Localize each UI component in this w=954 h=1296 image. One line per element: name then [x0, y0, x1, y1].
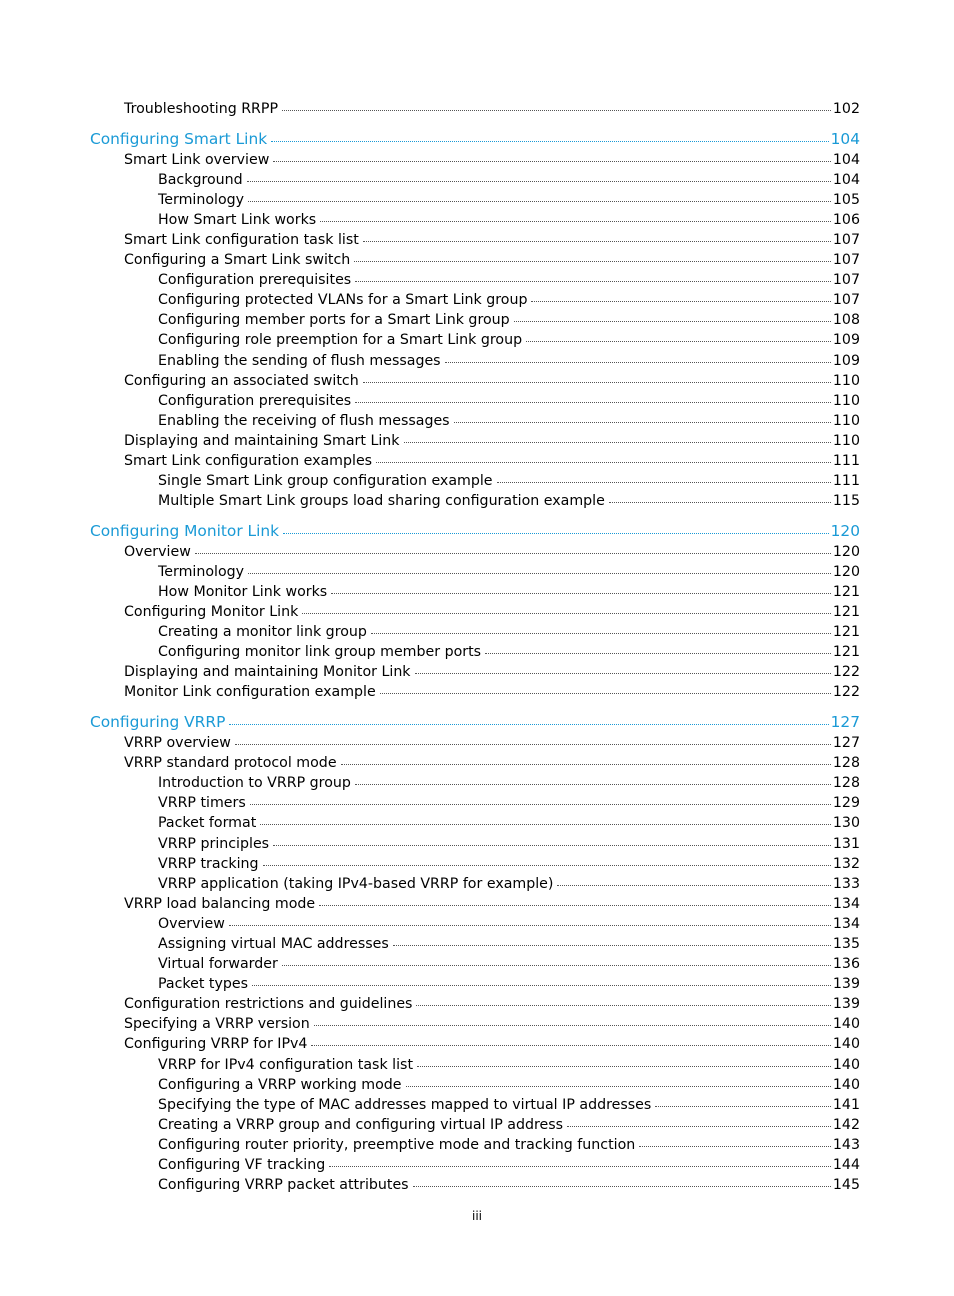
toc-entry[interactable] — [0, 854, 954, 874]
dot-leader — [514, 309, 831, 322]
dot-leader — [314, 1013, 831, 1026]
toc-entry[interactable] — [0, 290, 954, 310]
toc-entry-page: 108 — [832, 312, 860, 329]
dot-leader — [567, 1114, 831, 1127]
toc-entry-title: Creating a monitor link group — [158, 622, 369, 642]
toc-entry-title: Assigning virtual MAC addresses — [158, 934, 391, 954]
toc-entry-page: 107 — [832, 231, 860, 248]
dot-leader — [271, 129, 828, 142]
dot-leader — [413, 1174, 831, 1187]
toc-entry-page: 110 — [832, 432, 860, 449]
dot-leader — [417, 1054, 831, 1067]
toc-entry-title: Configuration prerequisites — [158, 391, 353, 411]
toc-entry-title: Configuring router priority, preemptive mode and tracking function — [158, 1135, 637, 1155]
toc-entry[interactable] — [0, 451, 954, 471]
dot-leader — [302, 601, 831, 614]
toc-entry-title: Terminology — [158, 562, 246, 582]
toc-entry-title: Specifying the type of MAC addresses mapped to virtual IP addresses — [158, 1095, 653, 1115]
toc-entry[interactable] — [0, 391, 954, 411]
dot-leader — [282, 953, 831, 966]
toc-entry-page: 104 — [832, 151, 860, 168]
toc-entry-page: 131 — [832, 835, 860, 852]
toc-entry[interactable] — [0, 834, 954, 854]
toc-entry[interactable] — [0, 1135, 954, 1155]
page-number: iii — [471, 1209, 482, 1223]
toc-entry-page: 144 — [832, 1157, 860, 1173]
toc-entry-title: VRRP standard protocol mode — [124, 753, 339, 773]
toc-entry[interactable] — [0, 190, 954, 210]
toc-entry-title: Displaying and maintaining Monitor Link — [124, 662, 413, 682]
toc-entry[interactable] — [0, 813, 954, 833]
toc-entry-page: 134 — [832, 895, 860, 912]
toc-entry[interactable] — [0, 1075, 954, 1095]
toc-entry[interactable] — [0, 682, 954, 702]
toc-entry-title: Packet types — [158, 974, 250, 994]
toc-chapter-entry[interactable] — [0, 712, 954, 733]
toc-entry[interactable] — [0, 1014, 954, 1034]
dot-leader — [557, 873, 830, 886]
toc-entry[interactable] — [0, 170, 954, 190]
toc-entry-page: 143 — [832, 1136, 860, 1153]
toc-entry-title: VRRP tracking — [158, 854, 261, 874]
toc-entry-page: 120 — [830, 521, 860, 540]
toc-entry-title: Smart Link configuration examples — [124, 451, 374, 471]
toc-entry-page: 134 — [832, 915, 860, 932]
toc-entry[interactable] — [0, 1175, 954, 1195]
toc-entry-title: Configuring VRRP — [90, 713, 226, 732]
toc-entry[interactable] — [0, 210, 954, 230]
toc-entry-title: Enabling the receiving of flush messages — [158, 411, 452, 431]
toc-entry-page: 107 — [832, 272, 860, 289]
toc-entry-title: Smart Link configuration task list — [124, 230, 361, 250]
toc-entry-title: Multiple Smart Link groups load sharing configuration example — [158, 491, 607, 511]
toc-entry-page: 142 — [832, 1116, 860, 1133]
toc-entry-page: 136 — [832, 956, 860, 973]
toc-entry-page: 106 — [832, 211, 860, 228]
toc-entry[interactable] — [0, 954, 954, 974]
toc-entry-page: 104 — [830, 129, 860, 148]
dot-leader — [195, 541, 831, 554]
toc-entry[interactable] — [0, 602, 954, 622]
toc-entry-title: Specifying a VRRP version — [124, 1014, 312, 1034]
dot-leader — [354, 249, 831, 262]
toc-entry-title: Overview — [158, 914, 227, 934]
toc-entry[interactable] — [0, 793, 954, 813]
toc-entry-page: 132 — [832, 855, 860, 872]
toc-entry-title: Introduction to VRRP group — [158, 773, 353, 793]
toc-entry-title: Configuring an associated switch — [124, 371, 361, 391]
toc-entry[interactable] — [0, 582, 954, 602]
toc-entry[interactable] — [0, 1155, 954, 1175]
toc-entry[interactable] — [0, 542, 954, 562]
toc-entry-page: 110 — [832, 372, 860, 389]
toc-entry-title: How Monitor Link works — [158, 582, 329, 602]
dot-leader — [393, 933, 831, 946]
dot-leader — [363, 229, 831, 242]
toc-entry-page: 115 — [832, 493, 860, 510]
toc-entry-title: Configuring member ports for a Smart Link group — [158, 310, 512, 330]
toc-entry[interactable] — [0, 773, 954, 793]
toc-entry[interactable] — [0, 150, 954, 170]
toc-entry-title: Single Smart Link group configuration example — [158, 471, 495, 491]
toc-entry-page: 121 — [832, 624, 860, 641]
toc-entry-title: Terminology — [158, 190, 246, 210]
toc-entry-title: Configuring protected VLANs for a Smart Link group — [158, 290, 529, 310]
toc-entry-title: VRRP load balancing mode — [124, 894, 317, 914]
dot-leader — [485, 641, 831, 654]
toc-entry-page: 105 — [832, 191, 860, 208]
dot-leader — [639, 1134, 831, 1147]
toc-entry-page: 130 — [832, 815, 860, 832]
toc-entry-page: 121 — [832, 583, 860, 600]
toc-entry[interactable] — [0, 411, 954, 431]
dot-leader — [406, 1074, 831, 1087]
toc-entry-page: 141 — [832, 1096, 860, 1113]
toc-entry-title: Monitor Link configuration example — [124, 682, 378, 702]
dot-leader — [260, 812, 831, 825]
dot-leader — [655, 1094, 831, 1107]
toc-entry-page: 120 — [832, 543, 860, 560]
toc-entry-page: 110 — [832, 412, 860, 429]
toc-entry-page: 127 — [830, 713, 860, 732]
toc-entry[interactable] — [0, 753, 954, 773]
toc-entry-page: 129 — [832, 795, 860, 812]
toc-entry[interactable] — [0, 250, 954, 270]
dot-leader — [263, 853, 831, 866]
dot-leader — [252, 973, 831, 986]
toc-entry-title: VRRP overview — [124, 733, 233, 753]
toc-entry[interactable] — [0, 230, 954, 250]
toc-entry-page: 140 — [832, 1056, 860, 1073]
toc-entry[interactable] — [0, 894, 954, 914]
dot-leader — [445, 350, 831, 363]
dot-leader — [282, 98, 831, 111]
toc-entry-page: 140 — [832, 1016, 860, 1033]
dot-leader — [247, 169, 831, 182]
dot-leader — [454, 410, 831, 423]
toc-entry-page: 109 — [832, 332, 860, 349]
dot-leader — [355, 390, 831, 403]
toc-entry-title: Configuring Monitor Link — [124, 602, 300, 622]
toc-entry-page: 128 — [832, 755, 860, 772]
toc-entry-page: 107 — [832, 252, 860, 269]
toc-entry[interactable] — [0, 642, 954, 662]
toc-entry-title: Overview — [124, 542, 193, 562]
toc-entry-title: Smart Link overview — [124, 150, 271, 170]
toc-entry-page: 111 — [832, 473, 860, 490]
dot-leader — [341, 752, 831, 765]
toc-entry[interactable] — [0, 934, 954, 954]
dot-leader — [273, 833, 831, 846]
toc-entry[interactable] — [0, 914, 954, 934]
dot-leader — [248, 561, 831, 574]
table-of-contents — [0, 99, 954, 1195]
toc-entry-title: Creating a VRRP group and configuring virtual IP address — [158, 1115, 565, 1135]
toc-entry-page: 122 — [832, 664, 860, 681]
toc-entry-page: 102 — [832, 101, 860, 117]
dot-leader — [415, 661, 831, 674]
toc-entry-title: How Smart Link works — [158, 210, 318, 230]
dot-leader — [331, 581, 831, 594]
dot-leader — [283, 521, 829, 534]
toc-entry-title: Configuring Monitor Link — [90, 521, 280, 540]
dot-leader — [235, 732, 831, 745]
toc-entry-page: 107 — [832, 292, 860, 309]
toc-entry-page: 140 — [832, 1076, 860, 1093]
toc-entry[interactable] — [0, 622, 954, 642]
toc-entry-title: Configuring monitor link group member ports — [158, 642, 483, 662]
toc-entry-title: Configuration prerequisites — [158, 270, 353, 290]
toc-entry-title: VRRP application (taking IPv4-based VRRP for example) — [158, 874, 555, 894]
toc-entry-title: VRRP for IPv4 configuration task list — [158, 1055, 415, 1075]
toc-entry[interactable] — [0, 270, 954, 290]
toc-entry-title: Configuring VRRP packet attributes — [158, 1175, 411, 1195]
toc-entry[interactable] — [0, 974, 954, 994]
toc-entry-page: 139 — [832, 996, 860, 1013]
dot-leader — [355, 269, 831, 282]
toc-entry[interactable] — [0, 351, 954, 371]
dot-leader — [250, 792, 831, 805]
toc-entry-title: Configuring VF tracking — [158, 1155, 327, 1175]
dot-leader — [248, 189, 831, 202]
toc-entry-page: 121 — [832, 644, 860, 661]
dot-leader — [363, 370, 831, 383]
toc-entry-page: 133 — [832, 875, 860, 892]
dot-leader — [229, 712, 828, 725]
toc-entry[interactable] — [0, 994, 954, 1014]
toc-entry[interactable] — [0, 1055, 954, 1075]
toc-entry-page: 145 — [832, 1177, 860, 1194]
dot-leader — [404, 430, 831, 443]
toc-entry[interactable] — [0, 99, 954, 119]
toc-entry-title: Packet format — [158, 813, 258, 833]
dot-leader — [416, 993, 830, 1006]
dot-leader — [376, 450, 831, 463]
toc-entry[interactable] — [0, 662, 954, 682]
toc-entry-title: VRRP timers — [158, 793, 248, 813]
toc-entry[interactable] — [0, 471, 954, 491]
toc-entry-page: 139 — [832, 976, 860, 993]
toc-chapter-entry[interactable] — [0, 129, 954, 150]
toc-entry-title: Configuring a Smart Link switch — [124, 250, 352, 270]
dot-leader — [526, 329, 831, 342]
toc-entry-title: Configuring Smart Link — [90, 129, 268, 148]
dot-leader — [319, 893, 831, 906]
toc-chapter-entry[interactable] — [0, 521, 954, 542]
dot-leader — [609, 490, 831, 503]
dot-leader — [229, 913, 831, 926]
toc-entry-page: 128 — [832, 775, 860, 792]
toc-entry[interactable] — [0, 371, 954, 391]
toc-entry[interactable] — [0, 1034, 954, 1054]
toc-entry[interactable] — [0, 1095, 954, 1115]
dot-leader — [273, 149, 831, 162]
dot-leader — [531, 289, 830, 302]
toc-entry-page: 121 — [832, 604, 860, 621]
toc-entry-title: Configuration restrictions and guidelines — [124, 994, 414, 1014]
toc-entry[interactable] — [0, 310, 954, 330]
toc-entry-title: VRRP principles — [158, 834, 271, 854]
toc-entry[interactable] — [0, 1115, 954, 1135]
toc-entry-title: Configuring a VRRP working mode — [158, 1075, 404, 1095]
toc-entry-page: 135 — [832, 935, 860, 952]
dot-leader — [497, 470, 831, 483]
toc-entry-title: Troubleshooting RRPP — [124, 99, 280, 119]
toc-entry-page: 109 — [832, 352, 860, 369]
dot-leader — [320, 209, 831, 222]
toc-entry-page: 120 — [832, 563, 860, 580]
toc-entry[interactable] — [0, 431, 954, 451]
toc-entry[interactable] — [0, 874, 954, 894]
dot-leader — [355, 772, 831, 785]
dot-leader — [311, 1033, 830, 1046]
dot-leader — [371, 621, 831, 634]
dot-leader — [380, 681, 831, 694]
toc-entry-title: Virtual forwarder — [158, 954, 280, 974]
toc-entry-page: 104 — [832, 171, 860, 188]
toc-entry-title: Configuring VRRP for IPv4 — [124, 1034, 309, 1054]
toc-entry[interactable] — [0, 733, 954, 753]
toc-entry-page: 122 — [832, 684, 860, 701]
toc-entry-page: 140 — [832, 1036, 860, 1053]
toc-entry-title: Configuring role preemption for a Smart Link group — [158, 330, 524, 350]
dot-leader — [329, 1154, 831, 1167]
toc-entry[interactable] — [0, 562, 954, 582]
toc-entry-title: Background — [158, 170, 245, 190]
toc-entry-page: 111 — [832, 453, 860, 469]
toc-entry-title: Enabling the sending of flush messages — [158, 351, 443, 371]
toc-entry-title: Displaying and maintaining Smart Link — [124, 431, 402, 451]
toc-entry-page: 110 — [832, 392, 860, 409]
toc-entry[interactable] — [0, 330, 954, 350]
toc-entry[interactable] — [0, 491, 954, 511]
toc-entry-page: 127 — [832, 735, 860, 752]
